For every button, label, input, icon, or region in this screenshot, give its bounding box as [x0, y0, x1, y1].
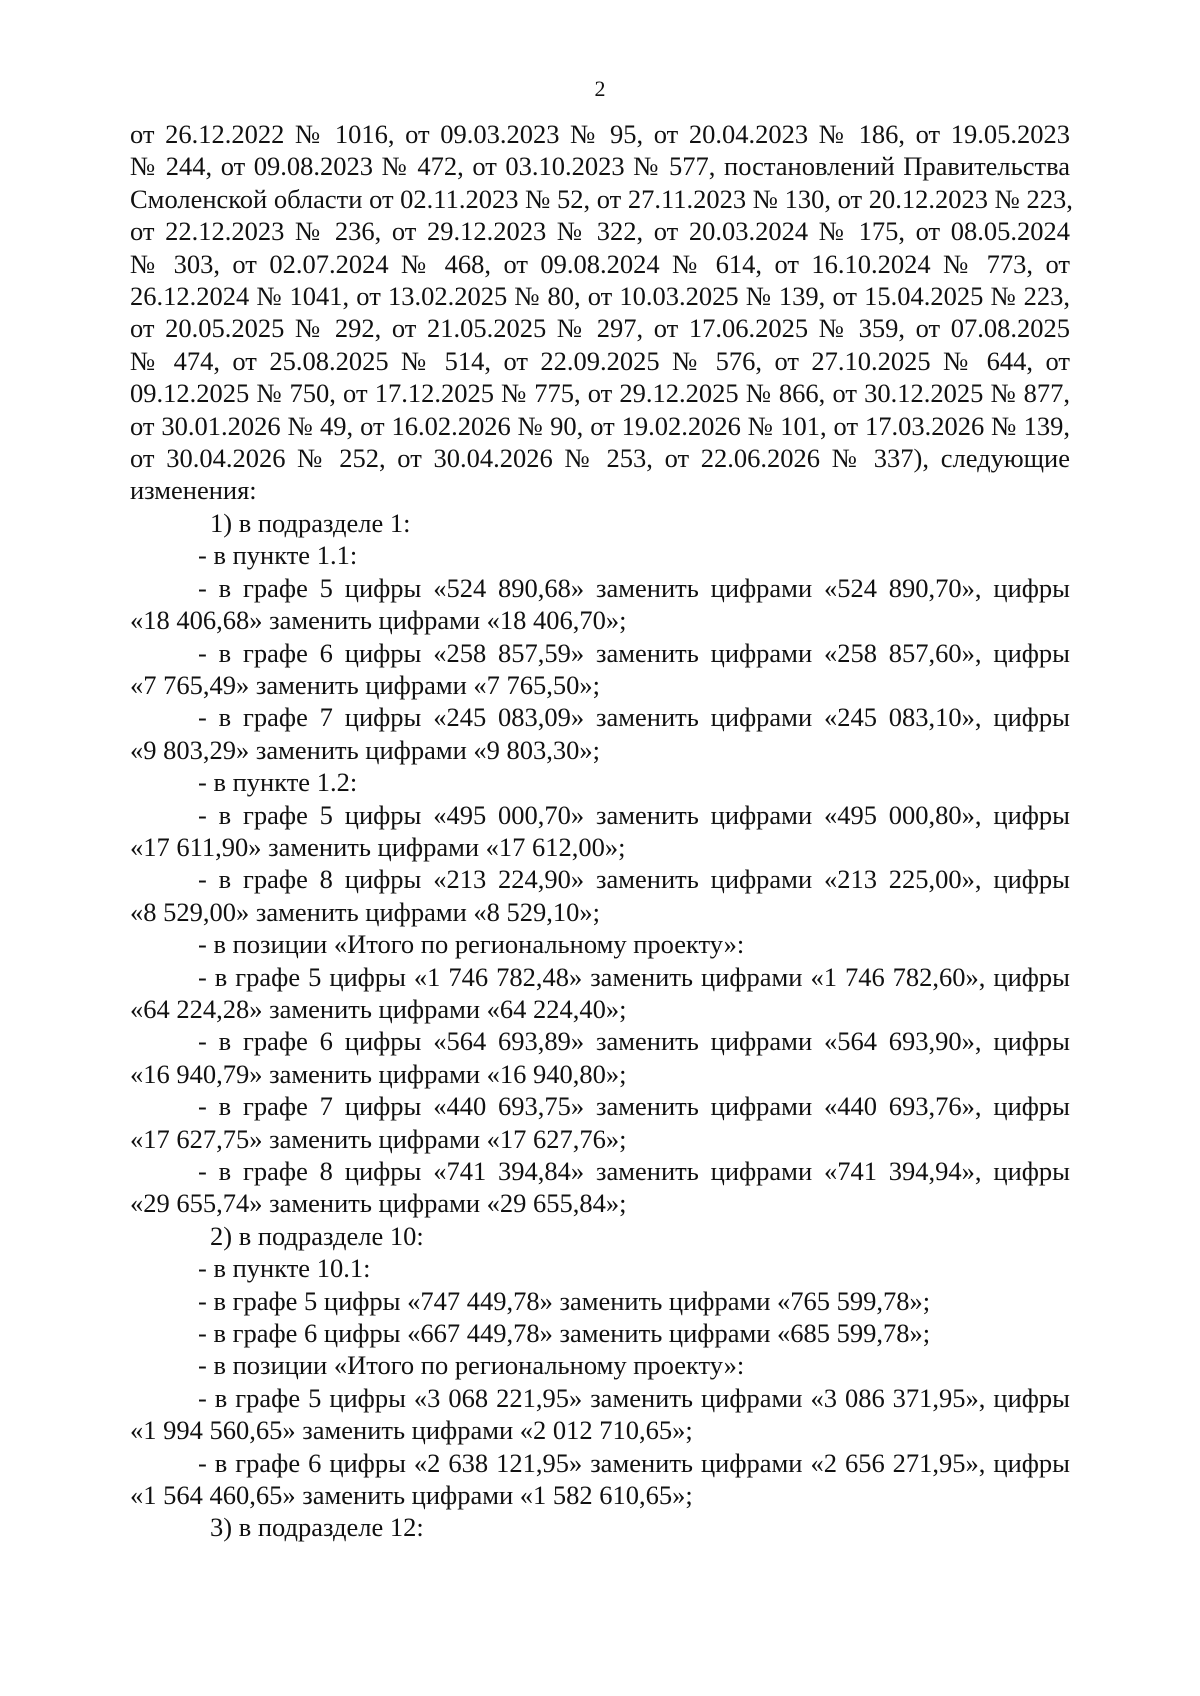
paragraph: [130, 572, 1070, 637]
text-line: № 474, от 25.08.2025 № 514, от 22.09.2025 № 576, от 27.10.2025 № 644, от: [130, 345, 1070, 376]
text-line: - в графе 6 цифры «564 693,89» заменить цифрами «564 693,90», цифры: [198, 1026, 1070, 1057]
text-line: «17 611,90» заменить цифрами «17 612,00»;: [130, 831, 626, 862]
text-line: - в графе 5 цифры «524 890,68» заменить цифрами «524 890,70», цифры: [198, 572, 1070, 603]
paragraph: [130, 507, 1070, 539]
text-line: «29 655,74» заменить цифрами «29 655,84»;: [130, 1188, 627, 1219]
paragraph: [130, 1285, 1070, 1317]
text-line: - в пункте 1.2:: [198, 767, 358, 798]
text-line: - в графе 7 цифры «245 083,09» заменить цифрами «245 083,10», цифры: [198, 702, 1070, 733]
text-line: Смоленской области от 02.11.2023 № 52, от 27.11.2023 № 130, от 20.12.2023 № 223,: [130, 183, 1073, 214]
text-line: от 26.12.2022 № 1016, от 09.03.2023 № 95, от 20.04.2023 № 186, от 19.05.2023: [130, 119, 1070, 149]
text-line: - в графе 5 цифры «495 000,70» заменить цифрами «495 000,80», цифры: [198, 799, 1070, 830]
paragraph: [130, 1220, 1070, 1252]
text-line: - в графе 7 цифры «440 693,75» заменить цифрами «440 693,76», цифры: [198, 1091, 1070, 1122]
text-line: «17 627,75» заменить цифрами «17 627,76»;: [130, 1123, 627, 1154]
paragraph: [130, 1382, 1070, 1447]
text-line: - в графе 6 цифры «258 857,59» заменить цифрами «258 857,60», цифры: [198, 637, 1070, 668]
text-line: - в графе 5 цифры «747 449,78» заменить цифрами «765 599,78»;: [198, 1285, 931, 1316]
text-line: «1 564 460,65» заменить цифрами «1 582 610,65»;: [130, 1480, 693, 1511]
paragraph: [130, 928, 1070, 960]
document-body: [130, 118, 1073, 1544]
paragraph: [130, 637, 1070, 702]
text-line: от 30.04.2026 № 252, от 30.04.2026 № 253, от 22.06.2026 № 337), следующие: [130, 443, 1070, 474]
text-line: от 22.12.2023 № 236, от 29.12.2023 № 322, от 20.03.2024 № 175, от 08.05.2024: [130, 216, 1070, 247]
paragraph: [130, 1252, 1070, 1284]
page-number: 2: [594, 76, 606, 101]
paragraph: [130, 1025, 1070, 1090]
text-line: от 30.01.2026 № 49, от 16.02.2026 № 90, от 19.02.2026 № 101, от 17.03.2026 № 139,: [130, 410, 1070, 441]
text-line: «8 529,00» заменить цифрами «8 529,10»;: [130, 896, 601, 927]
text-line: изменения:: [130, 475, 257, 506]
text-line: 3) в подразделе 12:: [210, 1512, 424, 1543]
text-line: - в графе 6 цифры «667 449,78» заменить цифрами «685 599,78»;: [198, 1318, 931, 1349]
text-line: - в графе 8 цифры «741 394,84» заменить цифрами «741 394,94», цифры: [198, 1156, 1070, 1186]
text-line: - в графе 5 цифры «3 068 221,95» заменить цифрами «3 086 371,95», цифры: [198, 1382, 1070, 1413]
paragraph: [130, 1317, 1070, 1349]
paragraph: [130, 766, 1070, 798]
paragraph: [130, 1349, 1070, 1381]
paragraph: [130, 539, 1070, 571]
text-line: 2) в подразделе 10:: [210, 1220, 424, 1251]
text-line: - в графе 5 цифры «1 746 782,48» заменить цифрами «1 746 782,60», цифры: [198, 961, 1070, 992]
text-line: - в позиции «Итого по региональному проекту»:: [198, 929, 745, 960]
paragraph: [130, 1155, 1070, 1220]
text-line: 1) в подразделе 1:: [210, 507, 411, 538]
paragraph: [130, 701, 1070, 766]
text-line: № 244, от 09.08.2023 № 472, от 03.10.2023 № 577, постановлений Правительства: [130, 151, 1070, 182]
paragraph: [130, 799, 1070, 864]
text-line: 26.12.2024 № 1041, от 13.02.2025 № 80, от 10.03.2025 № 139, от 15.04.2025 № 223,: [130, 281, 1070, 312]
paragraph: [130, 961, 1070, 1026]
text-line: - в пункте 10.1:: [198, 1253, 371, 1284]
text-line: «7 765,49» заменить цифрами «7 765,50»;: [130, 669, 601, 700]
paragraph: [130, 1447, 1070, 1512]
text-line: «64 224,28» заменить цифрами «64 224,40»;: [130, 993, 627, 1024]
text-line: - в графе 6 цифры «2 638 121,95» заменить цифрами «2 656 271,95», цифры: [198, 1447, 1070, 1478]
text-line: «1 994 560,65» заменить цифрами «2 012 710,65»;: [130, 1415, 693, 1446]
text-line: № 303, от 02.07.2024 № 468, от 09.08.2024 № 614, от 16.10.2024 № 773, от: [130, 248, 1070, 279]
text-line: от 20.05.2025 № 292, от 21.05.2025 № 297, от 17.06.2025 № 359, от 07.08.2025: [130, 313, 1070, 344]
paragraph: [130, 863, 1070, 928]
text-line: - в позиции «Итого по региональному проекту»:: [198, 1350, 745, 1381]
text-line: «16 940,79» заменить цифрами «16 940,80»;: [130, 1058, 627, 1089]
text-line: «18 406,68» заменить цифрами «18 406,70»;: [130, 605, 627, 636]
paragraph: [130, 1511, 1070, 1543]
text-line: 09.12.2025 № 750, от 17.12.2025 № 775, от 29.12.2025 № 866, от 30.12.2025 № 877,: [130, 378, 1070, 409]
paragraph: [130, 118, 1073, 507]
text-line: «9 803,29» заменить цифрами «9 803,30»;: [130, 734, 601, 765]
text-line: - в графе 8 цифры «213 224,90» заменить цифрами «213 225,00», цифры: [198, 864, 1070, 895]
text-line: - в пункте 1.1:: [198, 540, 358, 571]
paragraph: [130, 1090, 1070, 1155]
